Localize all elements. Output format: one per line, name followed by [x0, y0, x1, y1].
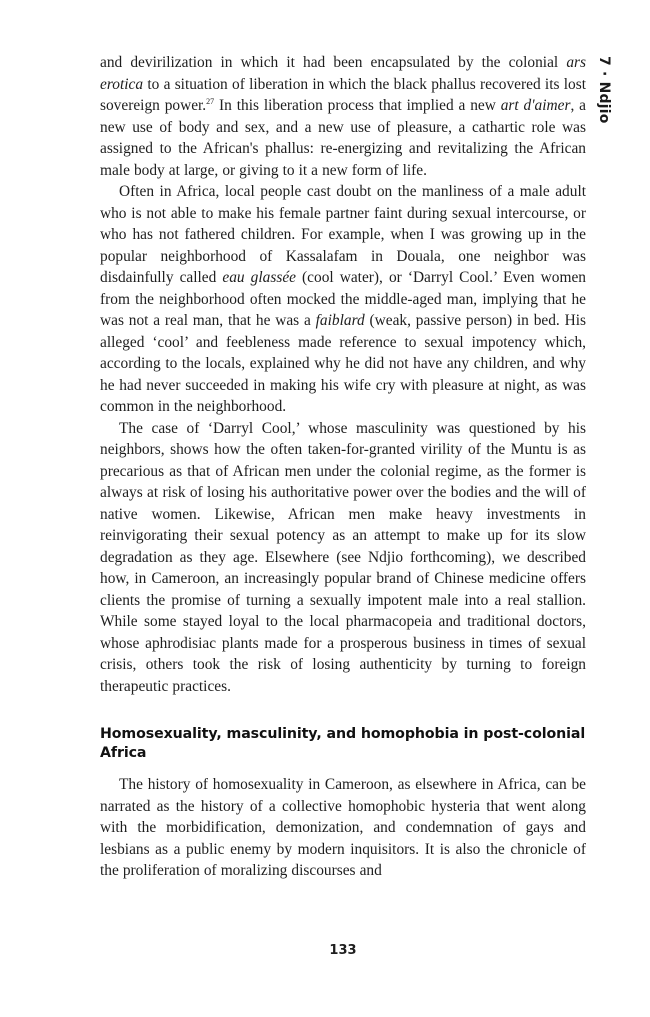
- footnote-marker: 27: [206, 97, 215, 106]
- section-heading: Homosexuality, masculinity, and homophobia in post-colonial Africa: [100, 726, 586, 761]
- text-run: The history of homosexuality in Cameroon, as elsewhere in Africa, can be narrated as the history of a collective homophobic hysteria that went along with the morbidification, demonization, and condemnation of gays and lesbians as a public enemy by modern inquisitors. It is also the chronicle of the proliferation of moralizing discourses and: [100, 776, 586, 879]
- running-head: 7 · Ndjio: [596, 56, 612, 124]
- text-run: (cool water), or ‘Darryl Cool.’ Even women from the neighborhood often mocked the middle-aged man, implying that he was not a real man, that he was a: [100, 269, 586, 329]
- paragraph-3: [100, 418, 586, 698]
- body-text: [100, 52, 586, 882]
- text-run: (weak, passive person) in bed. His alleged ‘cool’ and feebleness made reference to sexual impotency which, according to the locals, explained why he did not have any children, and why he had never succeeded in making his wife cry with pleasure at night, as was common in the neighborhood.: [100, 312, 586, 415]
- text-run: , a new use of body and sex, and a new use of pleasure, a cathartic role was assigned to the African's phallus: re-energizing and revitalizing the African male body at large, or giving to it a new form of life.: [100, 97, 587, 179]
- text-run: The case of ‘Darryl Cool,’ whose masculinity was questioned by his neighbors, shows how the often taken-for-granted virility of the Muntu is as precarious as that of African men under the colonial regime, as the former is always at risk of losing his authoritative power over the bodies and the will of native women. Likewise, African men make heavy investments in reinvigorating their sexual potency as an attempt to make up for its slow degradation as they age. Elsewhere (see Ndjio forthcoming), we described how, in Cameroon, an increasingly popular brand of Chinese medicine offers clients the promise of turning a sexually impotent male into a real stallion. While some stayed loyal to the local pharmacopeia and traditional doctors, whose aphrodisiac plants made for a prosperous business in times of sexual crisis, others took the risk of losing authenticity by turning to foreign therapeutic practices.: [100, 419, 586, 695]
- page-number: 133: [329, 943, 357, 958]
- paragraph-1: [100, 52, 586, 181]
- italic-term: ars erotica: [100, 54, 586, 93]
- text-run: In this liberation process that implied a new: [214, 97, 501, 114]
- text-run: to a situation of liberation in which the black phallus recovered its lost sovereign power.: [100, 75, 586, 114]
- paragraph-4: [100, 774, 586, 882]
- italic-term: faiblard: [315, 312, 365, 329]
- text-run: and devirilization in which it had been encapsulated by the colonial: [100, 54, 567, 71]
- italic-term: art d'aimer: [500, 97, 571, 114]
- italic-term: eau glassée: [222, 269, 296, 286]
- paragraph-2: [100, 181, 586, 418]
- text-run: Often in Africa, local people cast doubt on the manliness of a male adult who is not able to make his female partner faint during sexual intercourse, or who has not fathered children. For example, when I was growing up in the popular neighborhood of Kassalafam in Douala, one neighbor was disdainfully called: [100, 183, 586, 286]
